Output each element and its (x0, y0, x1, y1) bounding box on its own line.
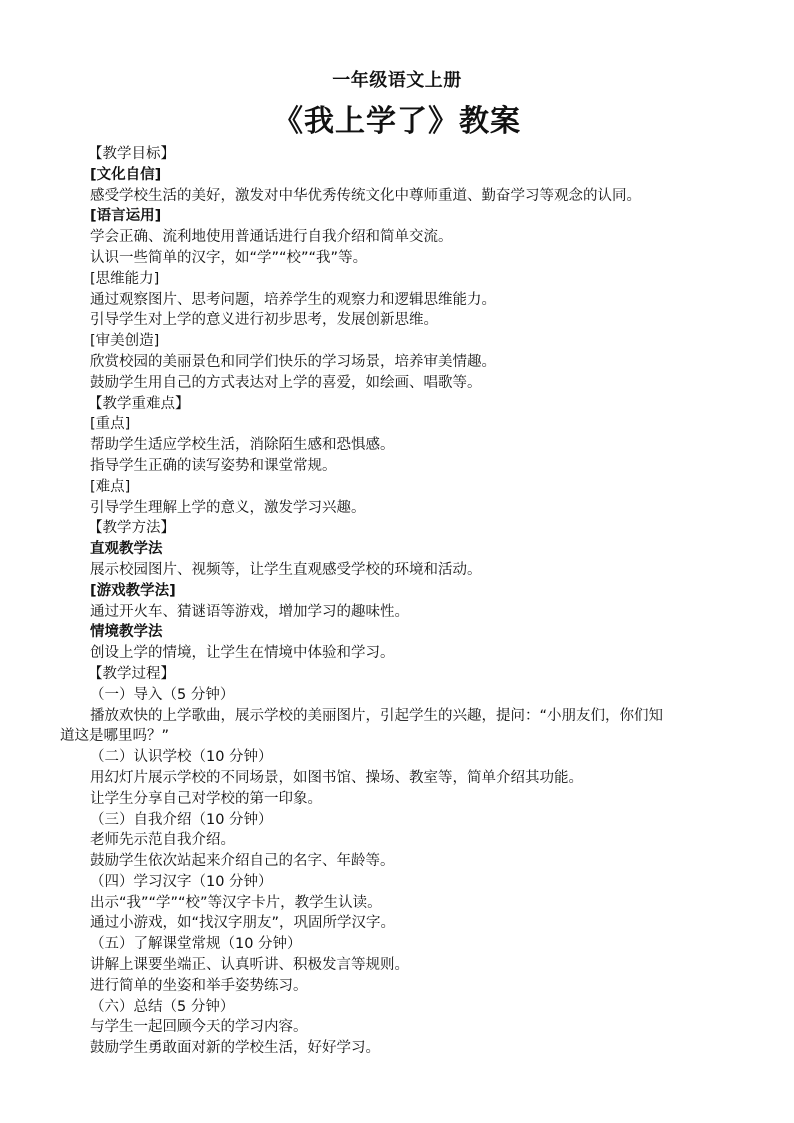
paragraph-line: 进行简单的坐姿和举手姿势练习。 (90, 977, 308, 994)
subsection-heading: 直观教学法 (90, 541, 163, 558)
step-heading: （六）总结（5 分钟） (90, 998, 235, 1015)
paragraph-line: 讲解上课要坐端正、认真听讲、积极发言等规则。 (90, 957, 409, 974)
paragraph-line: 欣赏校园的美丽景色和同学们快乐的学习场景，培养审美情趣。 (90, 353, 496, 370)
paragraph-line: 帮助学生适应学校生活，消除陌生感和恐惧感。 (90, 437, 395, 454)
paragraph-line: 创设上学的情境，让学生在情境中体验和学习。 (90, 645, 395, 662)
subsection-heading: [游戏教学法] (90, 582, 176, 599)
section-heading: 【教学重难点】 (88, 395, 190, 412)
paragraph-line: 通过小游戏，如“找汉字朋友”，巩固所学汉字。 (90, 915, 396, 932)
subsection-heading: [难点] (90, 478, 131, 495)
paragraph-line: 老师先示范自我介绍。 (90, 832, 235, 849)
paragraph-line: 用幻灯片展示学校的不同场景，如图书馆、操场、教室等，简单介绍其功能。 (90, 769, 583, 786)
subsection-heading: [审美创造] (90, 333, 160, 350)
step-heading: （一）导入（5 分钟） (90, 686, 235, 703)
step-heading: （五）了解课堂常规（10 分钟） (90, 936, 302, 953)
step-heading: （二）认识学校（10 分钟） (90, 749, 273, 766)
subsection-heading: 情境教学法 (90, 624, 163, 641)
paragraph-line: 鼓励学生勇敢面对新的学校生活，好好学习。 (90, 1040, 380, 1057)
paragraph-line: 引导学生理解上学的意义，激发学习兴趣。 (90, 499, 366, 516)
section-heading: 【教学方法】 (88, 520, 175, 537)
paragraph-line: 鼓励学生依次站起来介绍自己的名字、年龄等。 (90, 853, 395, 870)
subsection-heading: [思维能力] (90, 270, 160, 287)
subsection-heading: [重点] (90, 416, 131, 433)
paragraph-line: 出示“我”“学”“校”等汉字卡片，教学生认读。 (90, 894, 382, 911)
document-title: 《我上学了》教案 (273, 104, 521, 139)
section-heading: 【教学过程】 (88, 665, 175, 682)
paragraph-line: 与学生一起回顾今天的学习内容。 (90, 1019, 308, 1036)
paragraph-line: 鼓励学生用自己的方式表达对上学的喜爱，如绘画、唱歌等。 (90, 374, 482, 391)
paragraph-line: 引导学生对上学的意义进行初步思考，发展创新思维。 (90, 312, 438, 329)
paragraph-line: 播放欢快的上学歌曲，展示学校的美丽图片，引起学生的兴趣，提问：“小朋友们，你们知 (90, 707, 664, 724)
subsection-heading: [语言运用] (90, 208, 162, 225)
paragraph-line: 指导学生正确的读写姿势和课堂常规。 (90, 457, 337, 474)
paragraph-line: 认识一些简单的汉字，如“学”“校”“我”等。 (90, 249, 368, 266)
step-heading: （四）学习汉字（10 分钟） (90, 873, 273, 890)
step-heading: （三）自我介绍（10 分钟） (90, 811, 273, 828)
subsection-heading: [文化自信] (90, 166, 162, 183)
paragraph-line: 感受学校生活的美好，激发对中华优秀传统文化中尊师重道、勤奋学习等观念的认同。 (90, 187, 641, 204)
paragraph-line: 通过开火车、猜谜语等游戏，增加学习的趣味性。 (90, 603, 409, 620)
paragraph-line: 通过观察图片、思考问题，培养学生的观察力和逻辑思维能力。 (90, 291, 496, 308)
paragraph-line: 展示校园图片、视频等，让学生直观感受学校的环境和活动。 (90, 561, 482, 578)
paragraph-line: 学会正确、流利地使用普通话进行自我介绍和简单交流。 (90, 229, 453, 246)
document-subtitle: 一年级语文上册 (332, 70, 462, 91)
section-heading: 【教学目标】 (88, 146, 175, 162)
document-body (60, 144, 750, 1059)
paragraph-line-continued: 道这是哪里吗？” (60, 728, 170, 745)
paragraph-line: 让学生分享自己对学校的第一印象。 (90, 790, 322, 807)
